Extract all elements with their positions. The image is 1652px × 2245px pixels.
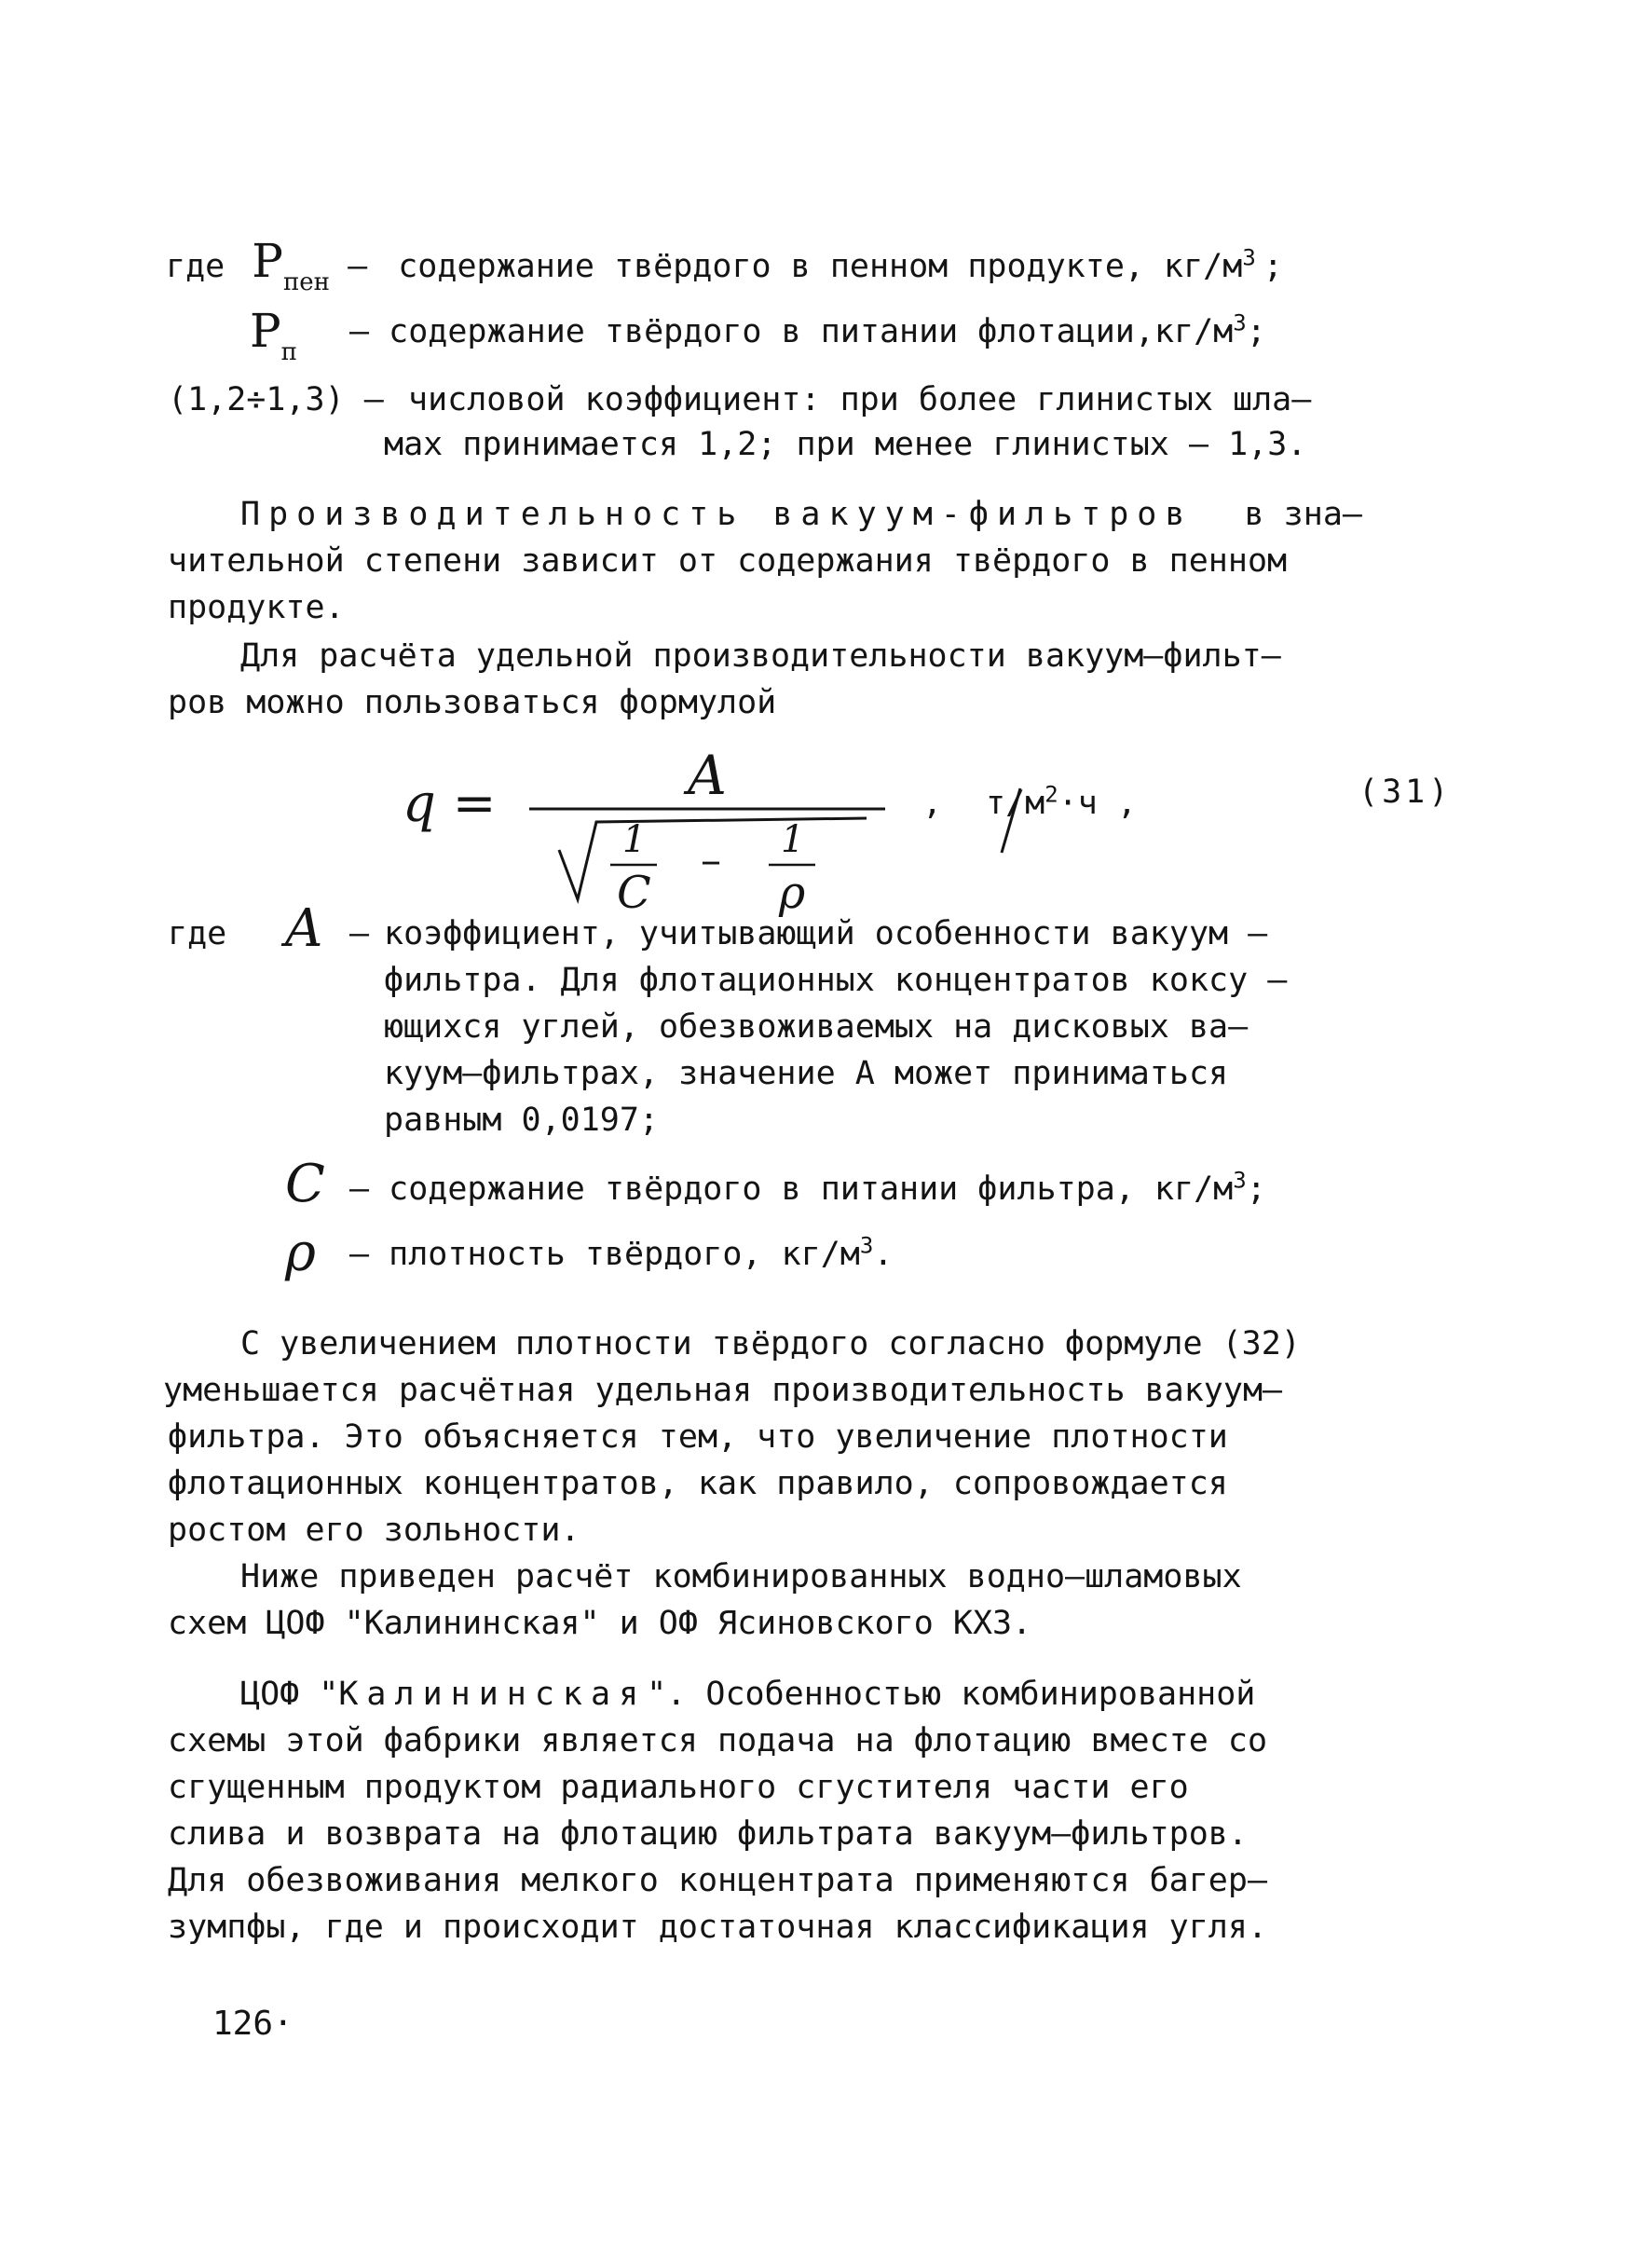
a-line-4: куум–фильтрах, значение A может приниматься [384,1055,1229,1092]
term1-denominator: C [617,867,651,919]
para1-line-3: продукте. [168,589,345,626]
a-line-5: равным 0,0197; [384,1102,660,1139]
para3-line-2: уменьшается расчётная удельная производительность вакуум– [163,1372,1283,1409]
ppen-definition: содержание твёрдого в пенном продукте, кг/м [398,248,1243,285]
pp-symbol: $P_п$ [250,304,297,366]
where-label-2: где [168,915,227,952]
para3-line-4: флотационных концентратов, как правило, сопровождается [168,1465,1228,1502]
para3-line-1: С увеличением плотности твёрдого согласно формуле (32) [240,1325,1301,1362]
pp-definition: – содержание твёрдого в питании флотации,кг/м [349,313,1234,350]
coef-symbol: (1,2÷1,3) – [168,381,384,418]
para5-line-6: зумпфы, где и происходит достаточная классификация угля. [168,1909,1268,1946]
para1-line-1: Производительность вакуум-фильтров в зна– [240,496,1362,533]
rho-symbol: ρ [285,1223,316,1283]
para3-line-3: фильтра. Это объясняется тем, что увеличение плотности [168,1418,1228,1456]
c-definition: – содержание твёрдого в питании фильтра, $кг/м^3$; [349,1167,1266,1208]
page-number: 126· [212,2005,294,2043]
para4-line-1: Ниже приведен расчёт комбинированных водно–шламовых [240,1558,1242,1595]
para1-lead: Производительность вакуум-фильтров [240,496,1194,533]
para5-spaced-name: Калининская [338,1676,648,1713]
coef-line-2: мах принимается 1,2; при менее глинистых – 1,3. [384,426,1307,463]
a-line-2: фильтра. Для флотационных концентратов коксу – [384,962,1288,999]
def-ppen-line: где $P_{пен}$ – содержание твёрдого в пенном продукте, $кг/м^3$ ; [166,234,1283,296]
term1-numerator: 1 [622,818,647,861]
ppen-symbol: $P_{пен}$ [252,234,330,296]
para5-line-2: схемы этой фабрики является подача на флотацию вместе со [168,1722,1268,1759]
para2-line-1: Для расчёта удельной производительности вакуум–фильт– [240,637,1281,675]
formula-comma: , [922,785,943,822]
rho-definition: – плотность твёрдого, $кг/м^3$. [349,1232,894,1273]
para3-line-5: ростом его зольности. [168,1512,580,1549]
a-line-1: коэффициент, учитывающий особенности вакуум – [384,915,1268,952]
def-pp-line: – содержание твёрдого в питании $флотации,кг/м^3$; [349,309,1266,350]
formula-minus: – [701,837,721,884]
formula-numerator: A [688,744,727,807]
formula-units: $т/м^2\cdot ч$ , [986,781,1137,822]
para1-line-2: чительной степени зависит от содержания твёрдого в пенном [168,542,1288,580]
term2-numerator: 1 [781,818,805,861]
para4-line-2: схем ЦОФ "Калининская" и ОФ Ясиновского КХЗ. [168,1605,1032,1642]
where-label: где [166,248,225,285]
a-line-3: ющихся углей, обезвоживаемых на дисковых ва– [384,1008,1249,1046]
para5-line-3: сгущенным продуктом радиального сгустителя части его [168,1769,1189,1806]
a-dash: – [349,915,370,952]
para5-line-1: ЦОФ "Калининская". Особенностью комбинированной [240,1676,1256,1713]
formula-lhs: q = [403,773,497,834]
para5-line-5: Для обезвоживания мелкого концентрата применяются багер– [168,1862,1268,1899]
term2-denominator: ρ [779,867,806,919]
para2-line-2: ров можно пользоваться формулой [168,684,777,721]
a-symbol: A [285,898,323,959]
para5-line-4: слива и возврата на флотацию фильтрата вакуум–фильтров. [168,1815,1248,1853]
coef-line-1: числовой коэффициент: при более глинистых шла– [408,381,1312,418]
formula-number: (31) [1358,773,1453,811]
c-symbol: C [285,1154,325,1214]
